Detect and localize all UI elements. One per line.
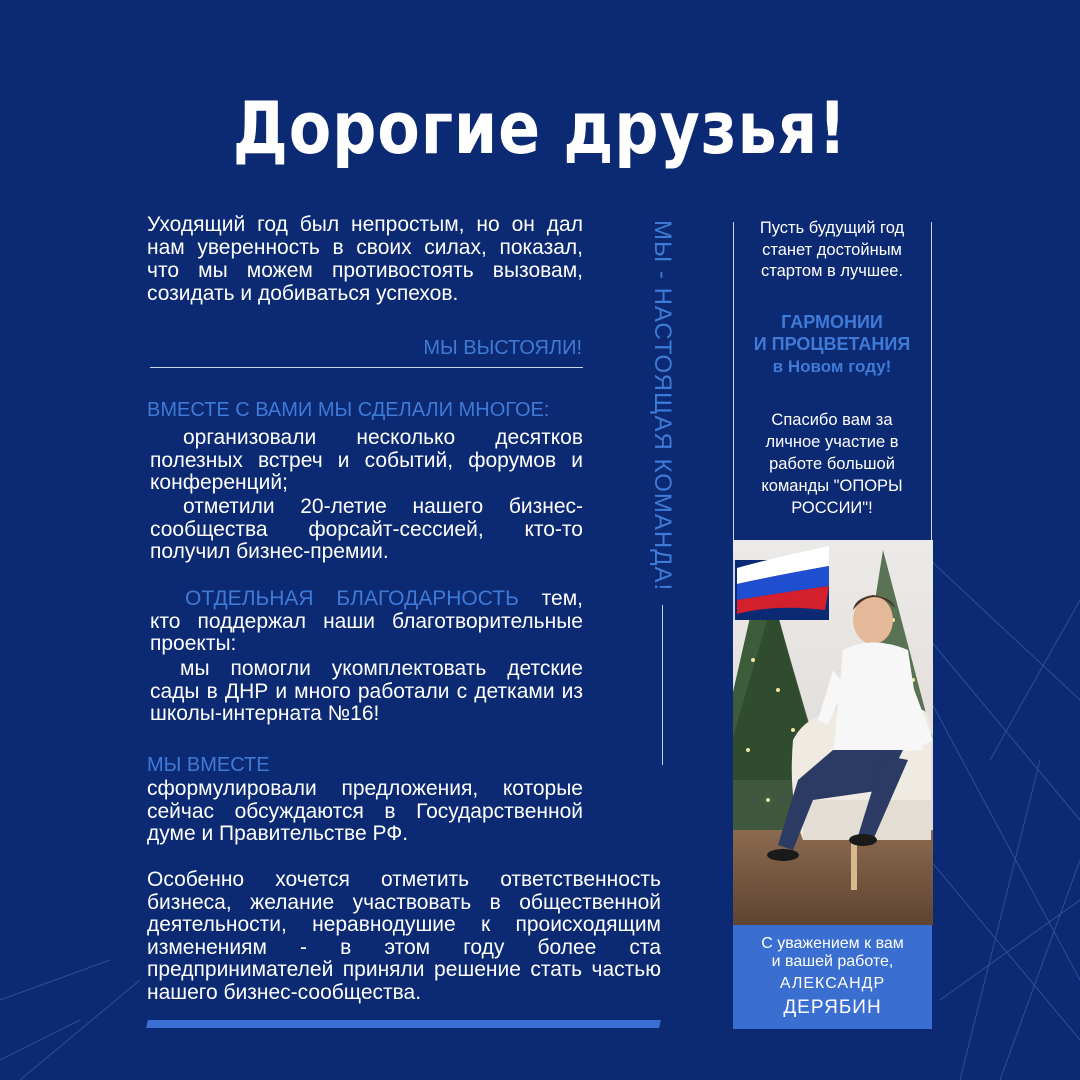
divider-line xyxy=(150,367,583,368)
together-paragraph-2: отметили 20-летие нашего бизнес-сообщества форсайт-сессией, кто-то получил бизнес-премии. xyxy=(150,495,583,563)
signature-text xyxy=(733,935,932,1019)
together-heading: ВМЕСТЕ С ВАМИ МЫ СДЕЛАЛИ МНОГОЕ: xyxy=(147,399,550,421)
harmony-line-2: И ПРОЦВЕТАНИЯ xyxy=(753,334,911,354)
team-thanks-text: Спасибо вам за личное участие в работе большой команды "ОПОРЫ РОССИИ"! xyxy=(761,411,903,517)
bottom-accent-bar xyxy=(146,1020,661,1028)
harmony-line-3: в Новом году! xyxy=(772,357,892,376)
harmony-line-1: ГАРМОНИИ xyxy=(781,312,883,332)
signature-last-name: ДЕРЯБИН xyxy=(783,997,882,1018)
sidebar-left-line xyxy=(733,222,734,562)
we-together-paragraph: сформулировали предложения, которые сейчас обсуждаются в Государственной думе и Правительстве РФ. xyxy=(147,777,583,845)
we-stood-label: МЫ ВЫСТОЯЛИ! xyxy=(423,337,582,359)
russian-flag-icon xyxy=(733,540,933,620)
vertical-slogan xyxy=(647,220,677,840)
page-title: Дорогие друзья! xyxy=(232,86,848,170)
signature-first-name: АЛЕКСАНДР xyxy=(779,975,886,992)
signature-box xyxy=(733,925,932,1029)
vertical-slogan-line xyxy=(662,605,663,765)
signature-line-2: и вашей работе, xyxy=(771,953,894,970)
closing-paragraph: Особенно хочется отметить ответственность бизнеса, желание участвовать в общественной деятельности, неравнодушие к происходящим изменениям - в этом году более ста предпринимателей приняли решение стать частью нашего бизнес-сообщества. xyxy=(147,868,661,1004)
thanks-paragraph xyxy=(150,588,583,656)
together-paragraph-1: организовали несколько десятков полезных встреч и событий, форумов и конференций; xyxy=(150,426,583,494)
signature-line-1: С уважением к вам xyxy=(761,935,904,952)
wish-text: Пусть будущий год станет достойным стартом в лучшее. xyxy=(759,219,905,280)
thanks-rest: тем, кто поддержал наши благотворительные проекты: xyxy=(150,587,583,655)
thanks-accent: ОТДЕЛЬНАЯ БЛАГОДАРНОСТЬ xyxy=(185,587,519,610)
sidebar-right-line xyxy=(931,222,932,562)
charity-paragraph: мы помогли укомплектовать детские сады в ДНР и много работали с детками из школы-интерната №16! xyxy=(150,657,583,725)
intro-paragraph: Уходящий год был непростым, но он дал нам уверенность в своих силах, показал, что мы можем противостоять вызовам, созидать и добиваться успехов. xyxy=(147,213,583,305)
vertical-slogan-text: МЫ - НАСТОЯЩАЯ КОМАНДА! xyxy=(649,220,676,592)
we-together-label: МЫ ВМЕСТЕ xyxy=(147,754,270,776)
